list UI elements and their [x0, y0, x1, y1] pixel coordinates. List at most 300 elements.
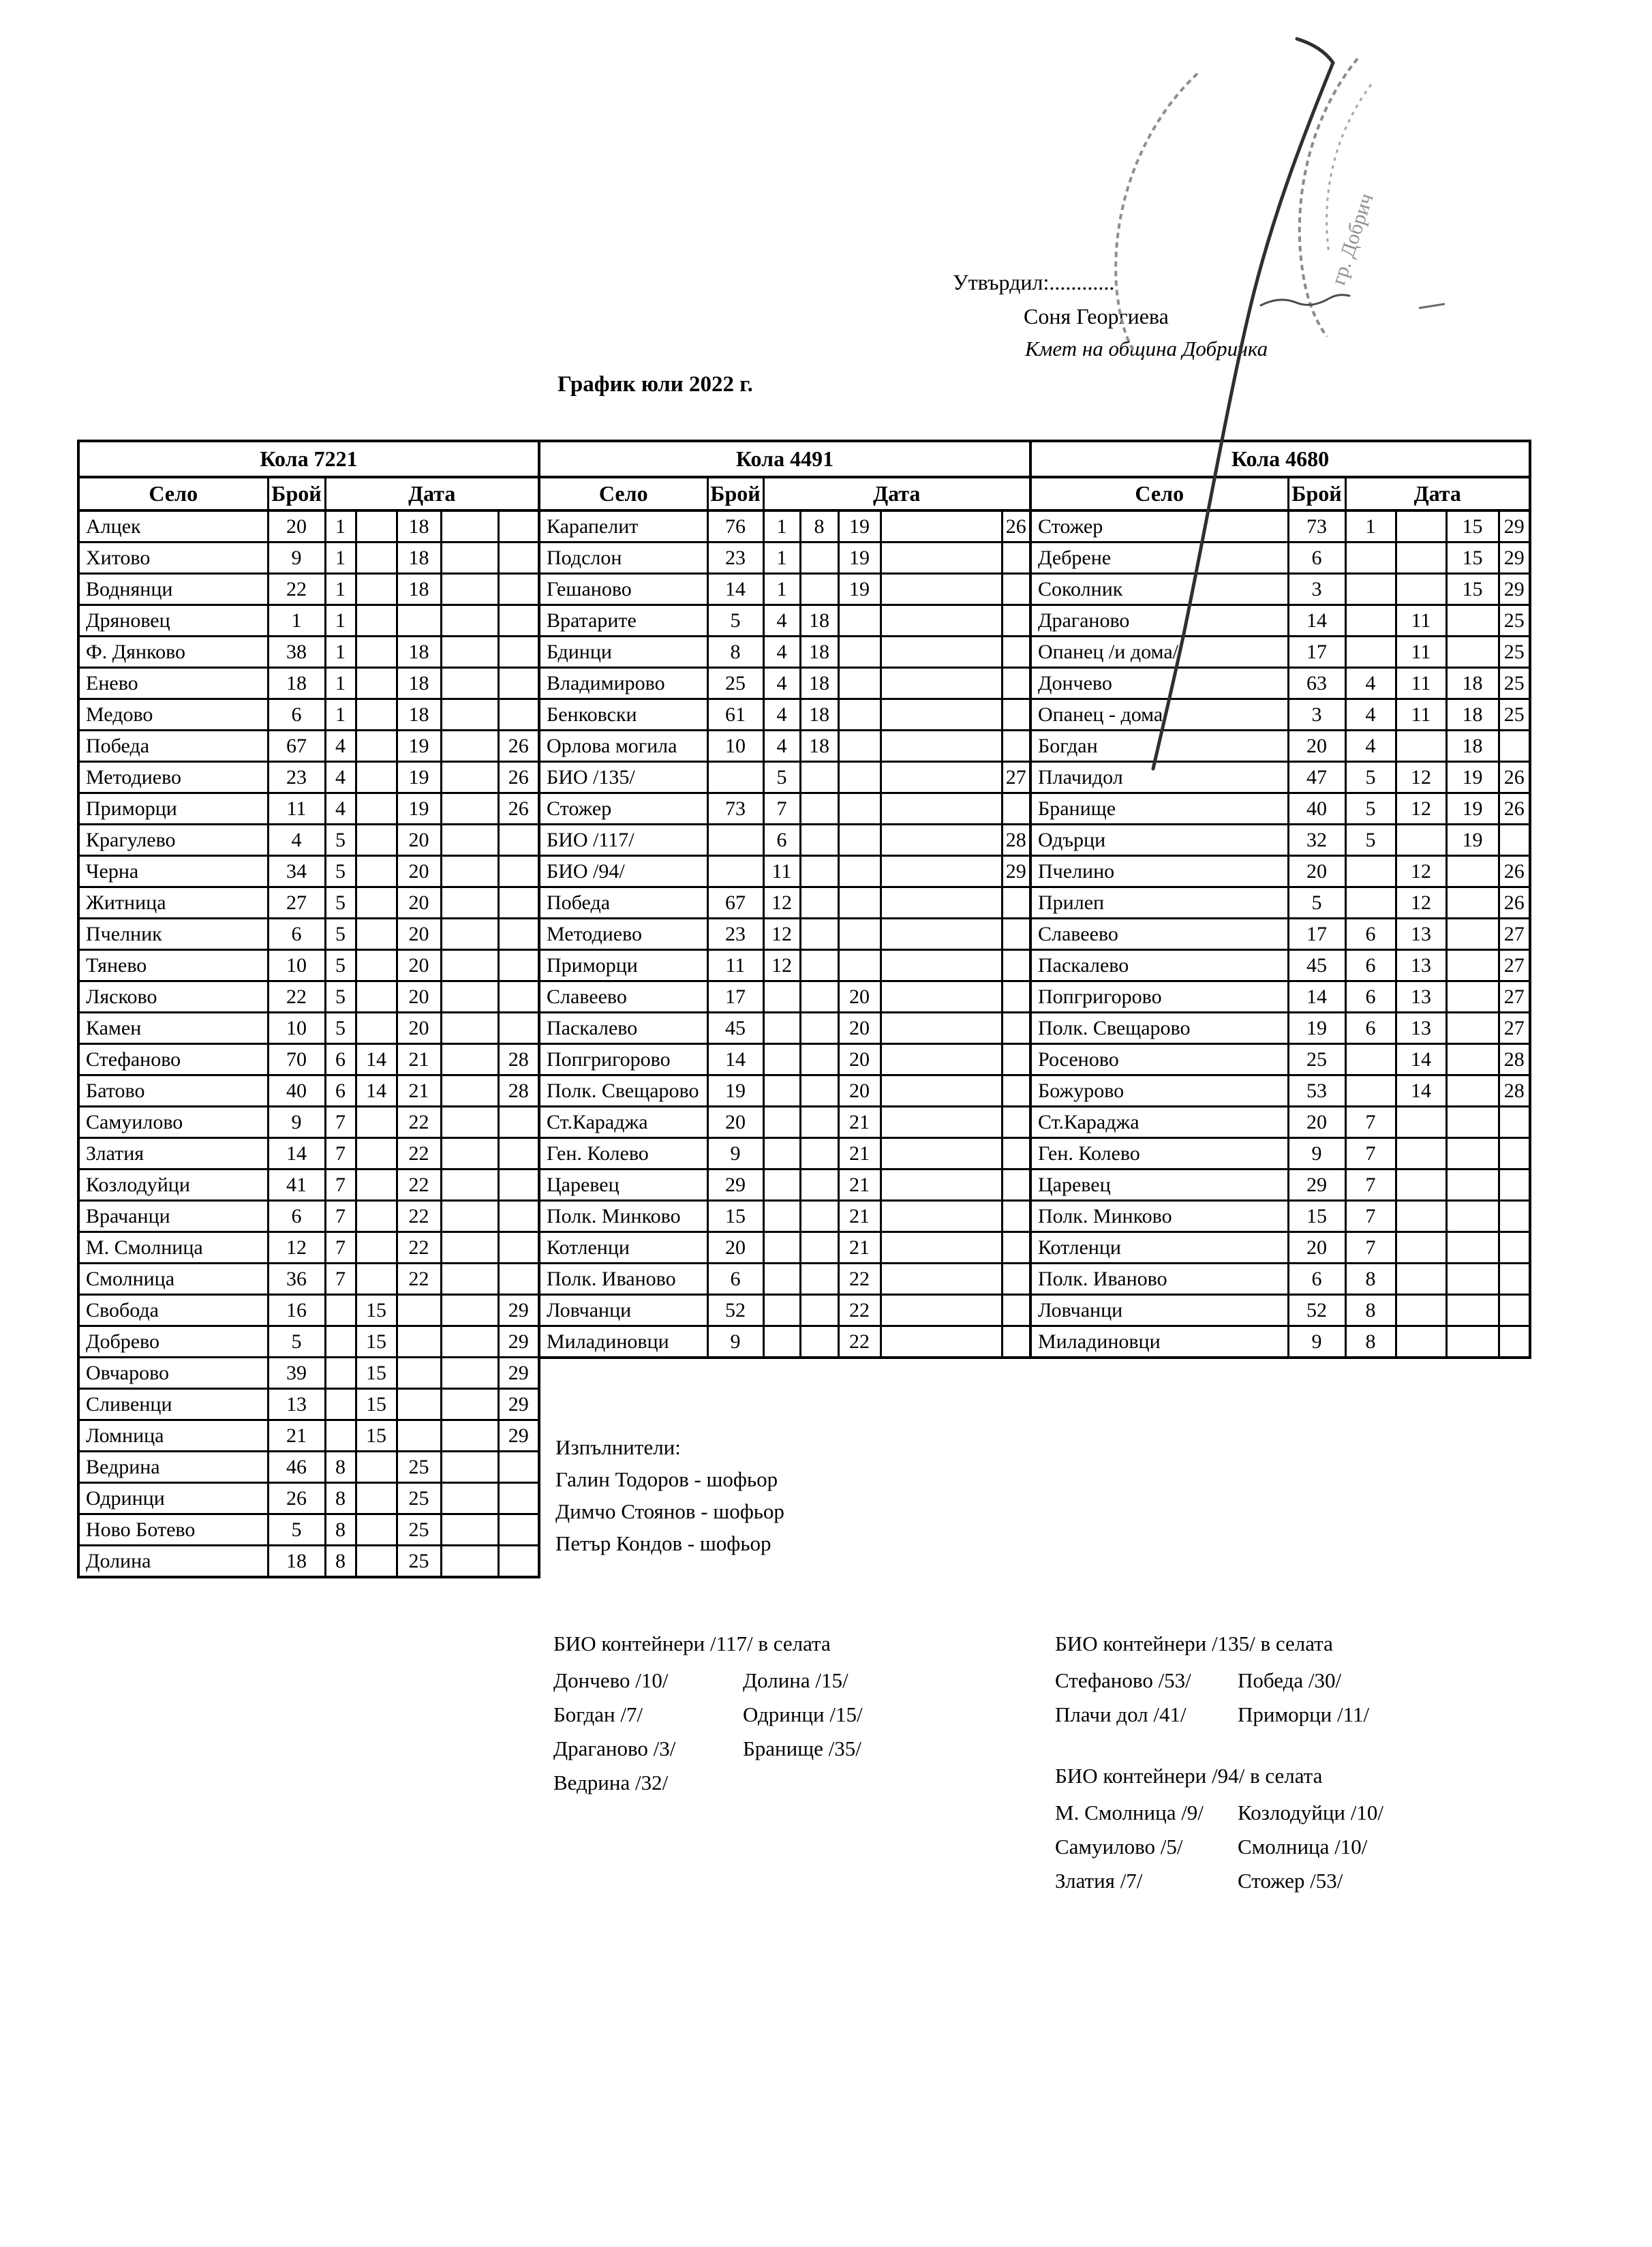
date-cell	[763, 1138, 800, 1170]
date-cell: 21	[838, 1170, 881, 1201]
date-cell: 26	[498, 793, 539, 825]
date-cell	[356, 1138, 397, 1170]
count-cell: 16	[268, 1295, 325, 1326]
date-cell: 27	[1002, 762, 1030, 793]
count-cell: 17	[707, 981, 763, 1013]
date-cell	[1002, 699, 1030, 731]
count-cell: 11	[268, 793, 325, 825]
date-cell: 14	[1396, 1044, 1446, 1075]
date-cell	[800, 542, 838, 574]
executor-name: Димчо Стоянов - шофьор	[555, 1499, 784, 1523]
column-header-count: Брой	[707, 477, 763, 510]
bio-section-title: БИО контейнери /135/ в селата	[1055, 1632, 1333, 1655]
date-cell	[498, 1201, 539, 1232]
date-cell: 19	[397, 731, 441, 762]
table-row	[1030, 1138, 1530, 1170]
village-cell: Паскалево	[539, 1013, 707, 1044]
column-header-village: Село	[539, 477, 707, 510]
date-cell	[838, 699, 881, 731]
date-cell	[498, 919, 539, 950]
date-cell	[356, 762, 397, 793]
table-row	[1030, 1075, 1530, 1107]
table-row	[1030, 637, 1530, 668]
date-cell: 21	[838, 1138, 881, 1170]
date-cell	[800, 1170, 838, 1201]
date-cell: 26	[1002, 510, 1030, 542]
date-cell	[881, 825, 1002, 856]
date-cell	[441, 1013, 498, 1044]
date-cell	[1002, 637, 1030, 668]
date-cell	[1446, 856, 1499, 887]
village-cell: Ген. Колево	[539, 1138, 707, 1170]
date-cell: 6	[763, 825, 800, 856]
date-cell: 8	[1345, 1295, 1396, 1326]
date-cell	[800, 793, 838, 825]
village-cell: Полк. Минково	[539, 1201, 707, 1232]
count-cell: 6	[268, 919, 325, 950]
village-cell: Стефаново	[78, 1044, 268, 1075]
table-row	[1030, 1295, 1530, 1326]
bio-village-entry: Златия /7/	[1055, 1869, 1143, 1893]
date-cell	[1002, 1326, 1030, 1358]
bio-village-entry: М. Смолница /9/	[1055, 1801, 1204, 1824]
village-cell: Методиево	[78, 762, 268, 793]
date-cell: 18	[1446, 668, 1499, 699]
table-row	[1030, 762, 1530, 793]
date-cell	[1446, 919, 1499, 950]
date-cell: 20	[397, 825, 441, 856]
date-cell: 26	[1499, 762, 1530, 793]
date-cell	[325, 1358, 356, 1389]
date-cell: 21	[838, 1201, 881, 1232]
date-cell: 12	[763, 887, 800, 919]
date-cell	[763, 1295, 800, 1326]
date-cell: 18	[397, 637, 441, 668]
village-cell: Соколник	[1030, 574, 1288, 605]
date-cell	[356, 887, 397, 919]
date-cell	[1446, 1264, 1499, 1295]
date-cell: 5	[325, 856, 356, 887]
date-cell	[1345, 542, 1396, 574]
date-cell: 12	[1396, 762, 1446, 793]
count-cell: 9	[268, 1107, 325, 1138]
count-cell: 6	[268, 1201, 325, 1232]
village-cell: Царевец	[539, 1170, 707, 1201]
date-cell	[1002, 793, 1030, 825]
date-cell: 11	[763, 856, 800, 887]
date-cell	[356, 919, 397, 950]
date-cell	[1002, 1107, 1030, 1138]
table-row	[539, 699, 1030, 731]
village-cell: Миладиновци	[539, 1326, 707, 1358]
date-cell: 11	[1396, 699, 1446, 731]
bio-village-entry: Приморци /11/	[1238, 1702, 1370, 1726]
date-cell	[838, 919, 881, 950]
date-cell	[356, 793, 397, 825]
count-cell: 20	[268, 510, 325, 542]
village-cell: Златия	[78, 1138, 268, 1170]
date-cell	[441, 1389, 498, 1420]
date-cell: 28	[498, 1044, 539, 1075]
village-cell: Полк. Иваново	[539, 1264, 707, 1295]
village-cell: Богдан	[1030, 731, 1288, 762]
date-cell	[441, 1232, 498, 1264]
date-cell: 27	[1499, 950, 1530, 981]
table-row	[539, 1264, 1030, 1295]
village-cell: Врачанци	[78, 1201, 268, 1232]
stamp-icon	[1300, 59, 1358, 337]
table-row	[1030, 668, 1530, 699]
date-cell	[1446, 1044, 1499, 1075]
date-cell: 4	[763, 699, 800, 731]
date-cell	[356, 1107, 397, 1138]
date-cell: 6	[325, 1075, 356, 1107]
village-cell: Черна	[78, 856, 268, 887]
schedule-tables	[77, 440, 1531, 1578]
date-cell	[881, 699, 1002, 731]
village-cell: Попгригорово	[539, 1044, 707, 1075]
table-row	[1030, 731, 1530, 762]
date-cell	[1002, 981, 1030, 1013]
date-cell: 29	[498, 1295, 539, 1326]
date-cell	[498, 1483, 539, 1514]
table-row	[78, 1358, 539, 1389]
date-cell	[356, 574, 397, 605]
date-cell	[498, 1138, 539, 1170]
date-cell: 1	[325, 637, 356, 668]
date-cell: 18	[800, 637, 838, 668]
date-cell: 12	[1396, 887, 1446, 919]
table-row	[539, 1044, 1030, 1075]
table-row	[1030, 1013, 1530, 1044]
village-cell: Владимирово	[539, 668, 707, 699]
table-row	[78, 510, 539, 542]
bio-village-list	[1055, 1796, 1383, 1898]
date-cell: 5	[1345, 762, 1396, 793]
table-row	[1030, 605, 1530, 637]
bio-section-title: БИО контейнери /117/ в селата	[553, 1632, 831, 1655]
date-cell	[356, 1264, 397, 1295]
date-cell	[800, 1326, 838, 1358]
count-cell: 10	[707, 731, 763, 762]
date-cell	[441, 1138, 498, 1170]
date-cell	[1396, 731, 1446, 762]
table-row	[1030, 1326, 1530, 1358]
date-cell	[763, 1264, 800, 1295]
date-cell: 4	[1345, 731, 1396, 762]
village-cell: Бенковски	[539, 699, 707, 731]
table-row	[78, 1170, 539, 1201]
date-cell: 8	[1345, 1264, 1396, 1295]
date-cell: 5	[325, 950, 356, 981]
date-cell: 21	[838, 1107, 881, 1138]
table-row	[539, 793, 1030, 825]
date-cell	[1396, 1326, 1446, 1358]
table-row	[539, 1013, 1030, 1044]
village-cell: БИО /117/	[539, 825, 707, 856]
date-cell	[1446, 637, 1499, 668]
date-cell	[356, 1170, 397, 1201]
bio-village-entry: Одринци /15/	[743, 1702, 863, 1726]
date-cell: 4	[1345, 668, 1396, 699]
date-cell: 12	[763, 919, 800, 950]
date-cell: 25	[1499, 668, 1530, 699]
date-cell: 28	[1499, 1044, 1530, 1075]
date-cell	[881, 1232, 1002, 1264]
count-cell: 45	[1288, 950, 1345, 981]
count-cell: 47	[1288, 762, 1345, 793]
date-cell: 15	[1446, 510, 1499, 542]
table-row	[539, 731, 1030, 762]
count-cell: 52	[707, 1295, 763, 1326]
table-row	[78, 825, 539, 856]
table-row	[1030, 1201, 1530, 1232]
date-cell	[356, 1514, 397, 1546]
date-cell: 19	[1446, 793, 1499, 825]
date-cell	[838, 856, 881, 887]
bio-village-entry: Богдан /7/	[553, 1702, 643, 1726]
date-cell	[800, 1075, 838, 1107]
date-cell	[1396, 510, 1446, 542]
table-row	[78, 542, 539, 574]
date-cell	[356, 825, 397, 856]
count-cell: 4	[268, 825, 325, 856]
date-cell	[763, 1232, 800, 1264]
count-cell: 73	[1288, 510, 1345, 542]
date-cell: 15	[356, 1326, 397, 1358]
date-cell	[1396, 574, 1446, 605]
date-cell	[1002, 731, 1030, 762]
date-cell: 11	[1396, 637, 1446, 668]
date-cell	[838, 637, 881, 668]
date-cell: 27	[1499, 981, 1530, 1013]
date-cell: 19	[1446, 762, 1499, 793]
date-cell	[498, 1013, 539, 1044]
date-cell	[1499, 825, 1530, 856]
date-cell: 20	[838, 1013, 881, 1044]
date-cell: 25	[397, 1483, 441, 1514]
table-row	[539, 856, 1030, 887]
count-cell: 5	[268, 1326, 325, 1358]
date-cell	[441, 1358, 498, 1389]
date-cell	[498, 1546, 539, 1578]
count-cell: 26	[268, 1483, 325, 1514]
village-cell: Козлодуйци	[78, 1170, 268, 1201]
date-cell	[325, 1295, 356, 1326]
column-header-date: Дата	[763, 477, 1030, 510]
count-cell: 76	[707, 510, 763, 542]
village-cell: Паскалево	[1030, 950, 1288, 981]
count-cell: 21	[268, 1420, 325, 1452]
date-cell	[356, 1452, 397, 1483]
date-cell: 6	[1345, 950, 1396, 981]
table-row	[1030, 1264, 1530, 1295]
table-row	[78, 919, 539, 950]
count-cell: 20	[707, 1107, 763, 1138]
date-cell: 15	[356, 1358, 397, 1389]
village-cell: Долина	[78, 1546, 268, 1578]
date-cell	[1499, 1107, 1530, 1138]
count-cell: 18	[268, 668, 325, 699]
date-cell	[1499, 1170, 1530, 1201]
count-cell: 23	[707, 919, 763, 950]
date-cell: 15	[1446, 542, 1499, 574]
date-cell	[1446, 1201, 1499, 1232]
date-cell: 22	[397, 1201, 441, 1232]
date-cell	[800, 950, 838, 981]
table-row	[1030, 919, 1530, 950]
village-cell: Приморци	[539, 950, 707, 981]
village-cell: Котленци	[539, 1232, 707, 1264]
date-cell	[763, 1107, 800, 1138]
date-cell: 25	[1499, 699, 1530, 731]
date-cell	[1499, 1326, 1530, 1358]
date-cell	[763, 1013, 800, 1044]
village-cell: Миладиновци	[1030, 1326, 1288, 1358]
table-row	[1030, 1170, 1530, 1201]
village-cell: Крагулево	[78, 825, 268, 856]
date-cell	[498, 699, 539, 731]
count-cell: 73	[707, 793, 763, 825]
date-cell	[881, 1044, 1002, 1075]
date-cell	[838, 887, 881, 919]
date-cell: 18	[397, 699, 441, 731]
village-cell: Победа	[539, 887, 707, 919]
date-cell	[498, 950, 539, 981]
date-cell: 7	[1345, 1107, 1396, 1138]
date-cell: 11	[1396, 605, 1446, 637]
count-cell: 19	[1288, 1013, 1345, 1044]
table-row	[78, 1107, 539, 1138]
date-cell: 6	[1345, 919, 1396, 950]
date-cell: 25	[397, 1546, 441, 1578]
date-cell: 1	[1345, 510, 1396, 542]
date-cell	[1345, 1075, 1396, 1107]
village-cell: Ведрина	[78, 1452, 268, 1483]
count-cell: 20	[1288, 856, 1345, 887]
executors-list	[555, 1463, 784, 1559]
date-cell	[498, 887, 539, 919]
date-cell	[498, 1514, 539, 1546]
date-cell	[800, 887, 838, 919]
bio-village-entry: Бранище /35/	[743, 1737, 861, 1760]
count-cell: 40	[268, 1075, 325, 1107]
count-cell: 34	[268, 856, 325, 887]
date-cell	[1446, 981, 1499, 1013]
date-cell: 18	[397, 542, 441, 574]
date-cell: 27	[1499, 919, 1530, 950]
date-cell	[1345, 605, 1396, 637]
table-row	[1030, 825, 1530, 856]
bio-village-entry	[743, 1766, 863, 1800]
date-cell	[1499, 731, 1530, 762]
date-cell: 1	[325, 542, 356, 574]
table-row	[539, 887, 1030, 919]
table-row	[539, 762, 1030, 793]
village-cell: Методиево	[539, 919, 707, 950]
date-cell	[356, 731, 397, 762]
date-cell	[881, 1075, 1002, 1107]
date-cell	[1499, 1232, 1530, 1264]
table-row	[78, 950, 539, 981]
table-row	[539, 919, 1030, 950]
village-cell: Росеново	[1030, 1044, 1288, 1075]
date-cell: 7	[1345, 1201, 1396, 1232]
date-cell	[1446, 1170, 1499, 1201]
bio-section-94	[1055, 1762, 1383, 1898]
count-cell: 19	[707, 1075, 763, 1107]
date-cell	[1002, 542, 1030, 574]
date-cell	[441, 1107, 498, 1138]
date-cell	[800, 762, 838, 793]
date-cell: 18	[397, 510, 441, 542]
date-cell	[1002, 919, 1030, 950]
count-cell: 70	[268, 1044, 325, 1075]
table-row	[78, 1232, 539, 1264]
date-cell	[881, 1295, 1002, 1326]
table-row	[78, 793, 539, 825]
count-cell: 22	[268, 574, 325, 605]
bio-village-entry: Стожер /53/	[1238, 1869, 1343, 1893]
date-cell: 20	[397, 981, 441, 1013]
village-cell: Батово	[78, 1075, 268, 1107]
date-cell	[1002, 574, 1030, 605]
date-cell: 11	[1396, 668, 1446, 699]
bio-village-entry: Плачи дол /41/	[1055, 1702, 1187, 1726]
count-cell: 6	[707, 1264, 763, 1295]
village-cell: Котленци	[1030, 1232, 1288, 1264]
date-cell	[325, 1389, 356, 1420]
date-cell	[1002, 1044, 1030, 1075]
count-cell: 15	[1288, 1201, 1345, 1232]
date-cell: 29	[498, 1389, 539, 1420]
date-cell: 5	[325, 919, 356, 950]
date-cell	[881, 1326, 1002, 1358]
village-cell: Ст.Караджа	[1030, 1107, 1288, 1138]
village-cell: Свобода	[78, 1295, 268, 1326]
date-cell: 19	[838, 510, 881, 542]
date-cell	[325, 1420, 356, 1452]
count-cell: 63	[1288, 668, 1345, 699]
village-cell: Смолница	[78, 1264, 268, 1295]
date-cell: 28	[1499, 1075, 1530, 1107]
count-cell: 45	[707, 1013, 763, 1044]
date-cell	[881, 542, 1002, 574]
village-cell: Пчелино	[1030, 856, 1288, 887]
date-cell	[800, 1013, 838, 1044]
date-cell	[881, 950, 1002, 981]
date-cell	[838, 950, 881, 981]
date-cell	[356, 950, 397, 981]
date-cell	[881, 1138, 1002, 1170]
date-cell	[1345, 637, 1396, 668]
date-cell	[356, 668, 397, 699]
date-cell	[1002, 1138, 1030, 1170]
date-cell: 20	[838, 1044, 881, 1075]
vehicle-title: Кола 4491	[539, 441, 1030, 477]
village-cell: Добрево	[78, 1326, 268, 1358]
village-cell: Ф. Дянково	[78, 637, 268, 668]
date-cell	[1446, 950, 1499, 981]
count-cell: 3	[1288, 699, 1345, 731]
table-row	[78, 1295, 539, 1326]
date-cell: 1	[763, 574, 800, 605]
table-row	[1030, 542, 1530, 574]
date-cell: 1	[763, 542, 800, 574]
count-cell	[707, 762, 763, 793]
village-cell: Житница	[78, 887, 268, 919]
date-cell	[800, 1107, 838, 1138]
